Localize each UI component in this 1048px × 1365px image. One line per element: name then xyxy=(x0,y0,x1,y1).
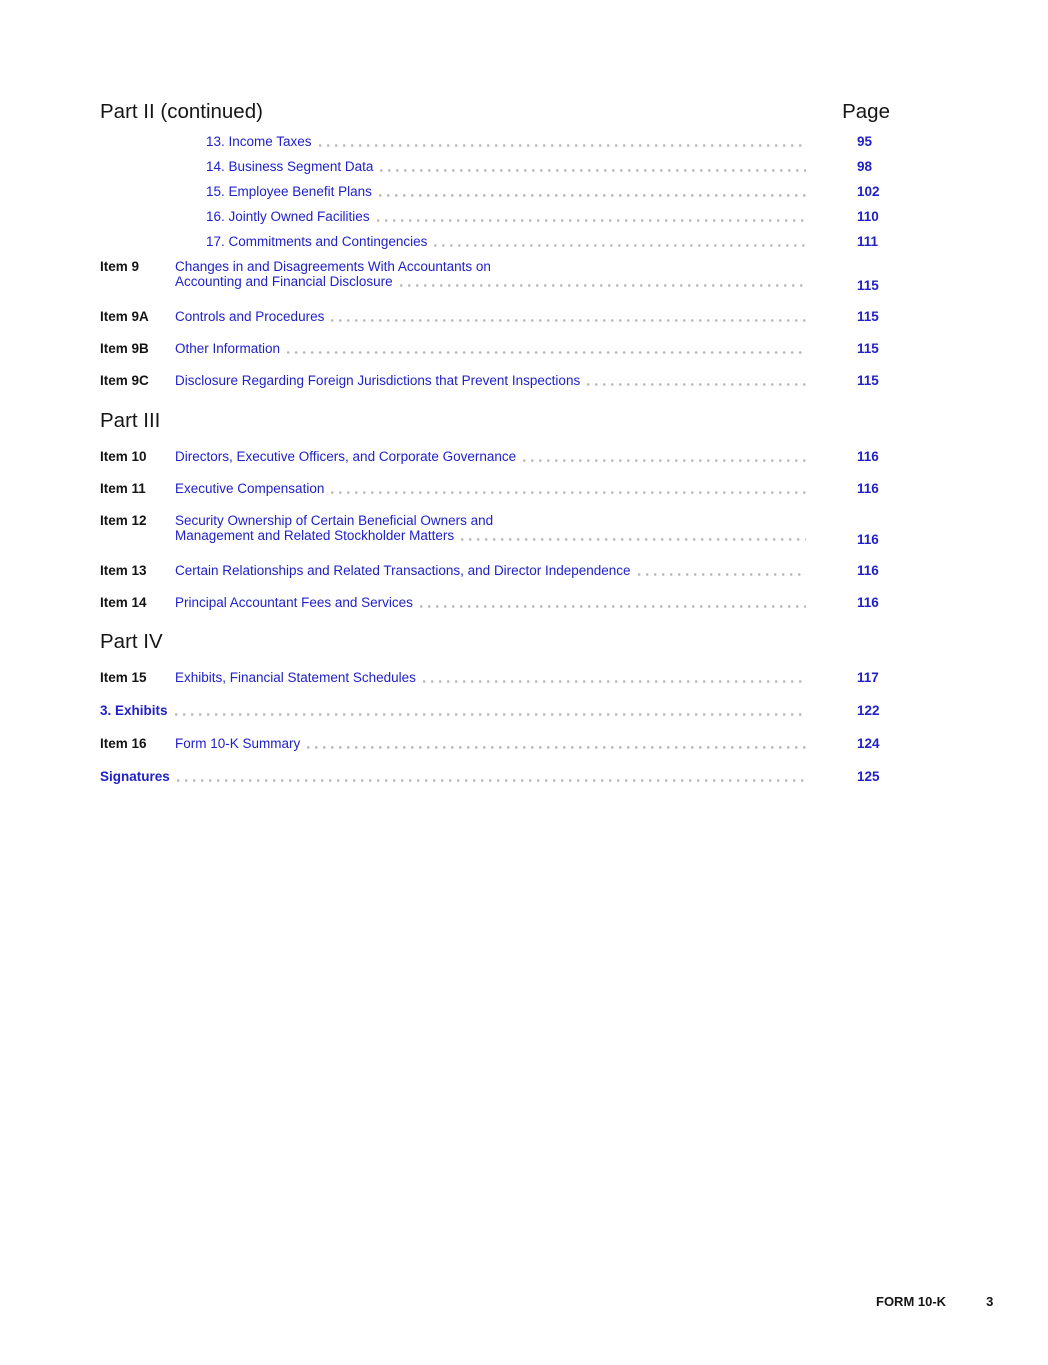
dot-leader xyxy=(587,383,806,386)
toc-row-item-9a xyxy=(100,309,890,324)
toc-entry-title[interactable]: Directors, Executive Officers, and Corporate Governance xyxy=(175,449,517,464)
dot-leader xyxy=(319,144,806,147)
toc-entry-title[interactable]: Form 10-K Summary xyxy=(175,736,301,751)
toc-entry-title-line1[interactable]: Security Ownership of Certain Beneficial Owners and xyxy=(175,513,494,528)
toc-entry-page[interactable]: 110 xyxy=(857,209,879,224)
dot-leader xyxy=(307,746,806,749)
dot-leader xyxy=(331,319,806,322)
dot-leader xyxy=(177,779,806,782)
item-label: Item 9C xyxy=(100,373,149,388)
toc-entry-title[interactable]: 17. Commitments and Contingencies xyxy=(206,234,428,249)
toc-entry-page[interactable]: 102 xyxy=(857,184,880,199)
page-footer xyxy=(876,1294,993,1309)
toc-entry-title-line1[interactable]: Changes in and Disagreements With Accountants on xyxy=(175,259,491,274)
toc-entry-page[interactable]: 115 xyxy=(857,341,879,356)
toc-entry-page[interactable]: 98 xyxy=(857,159,873,174)
dot-leader xyxy=(380,169,806,172)
toc-row-note-15 xyxy=(206,184,890,199)
toc-entry-title[interactable]: Principal Accountant Fees and Services xyxy=(175,595,413,610)
dot-leader xyxy=(331,491,806,494)
dot-leader xyxy=(461,538,806,541)
toc-row-item-16 xyxy=(100,736,890,751)
toc-entry-page[interactable]: 116 xyxy=(857,563,879,578)
toc-row-item-13 xyxy=(100,563,890,578)
toc-entry-title[interactable]: Exhibits, Financial Statement Schedules xyxy=(175,670,416,685)
toc-entry-title[interactable]: Controls and Procedures xyxy=(175,309,325,324)
toc-entry-page[interactable]: 115 xyxy=(857,309,879,324)
toc-entry-title[interactable]: Executive Compensation xyxy=(175,481,325,496)
toc-entry-title[interactable]: 16. Jointly Owned Facilities xyxy=(206,209,370,224)
toc-entry-title[interactable]: 14. Business Segment Data xyxy=(206,159,374,174)
dot-leader xyxy=(420,605,806,608)
toc-row-item-9b xyxy=(100,341,890,356)
item-label: Item 16 xyxy=(100,736,147,751)
toc-row-note-14 xyxy=(206,159,890,174)
toc-entry-title[interactable]: Signatures xyxy=(100,769,170,784)
page-column-label: Page xyxy=(842,100,890,123)
dot-leader xyxy=(379,194,806,197)
dot-leader xyxy=(287,351,806,354)
item-label: Item 12 xyxy=(100,513,147,528)
toc-row-item-12 xyxy=(100,513,890,547)
item-label: Item 9B xyxy=(100,341,149,356)
dot-leader xyxy=(175,713,806,716)
part2-heading: Part II (continued) xyxy=(100,100,263,123)
part4-heading: Part IV xyxy=(100,630,163,653)
toc-entry-page[interactable]: 125 xyxy=(857,769,880,784)
toc-entry-page[interactable]: 115 xyxy=(857,373,879,388)
toc-entry-page[interactable]: 117 xyxy=(857,670,879,685)
part4-heading-wrap xyxy=(100,630,890,654)
toc-entry-title[interactable]: 13. Income Taxes xyxy=(206,134,312,149)
toc-row-item-9c xyxy=(100,373,890,388)
footer-form-label: FORM 10-K xyxy=(876,1294,947,1309)
toc-entry-page[interactable]: 111 xyxy=(857,234,879,249)
item-label: Item 11 xyxy=(100,481,146,496)
toc-header xyxy=(100,100,890,124)
toc-entry-title-line2[interactable]: Management and Related Stockholder Matters xyxy=(175,528,455,543)
toc-entry-page[interactable]: 116 xyxy=(857,532,879,547)
footer-page-number: 3 xyxy=(986,1294,994,1309)
item-label: Item 13 xyxy=(100,563,147,578)
toc-entry xyxy=(175,513,812,543)
toc-entry-page[interactable]: 95 xyxy=(857,134,873,149)
toc-entry-title[interactable]: 15. Employee Benefit Plans xyxy=(206,184,372,199)
toc-row-note-13 xyxy=(206,134,890,149)
toc-entry-title[interactable]: Certain Relationships and Related Transactions, and Director Independence xyxy=(175,563,631,578)
toc-entry-title-line2[interactable]: Accounting and Financial Disclosure xyxy=(175,274,393,289)
dot-leader xyxy=(377,219,806,222)
part3-heading-wrap xyxy=(100,409,890,433)
toc-entry xyxy=(175,259,812,289)
toc-row-item-15 xyxy=(100,670,890,685)
toc-row-signatures xyxy=(100,769,890,784)
toc-row-item-9 xyxy=(100,259,890,293)
toc-entry-page[interactable]: 124 xyxy=(857,736,880,751)
toc-row-item-14 xyxy=(100,595,890,610)
toc-page xyxy=(100,100,890,802)
dot-leader xyxy=(400,284,806,287)
dot-leader xyxy=(523,459,806,462)
toc-entry-page[interactable]: 116 xyxy=(857,449,879,464)
toc-entry-page[interactable]: 122 xyxy=(857,703,880,718)
item-label: Item 14 xyxy=(100,595,147,610)
toc-entry-title[interactable]: 3. Exhibits xyxy=(100,703,168,718)
item-label: Item 9 xyxy=(100,259,140,274)
toc-entry-page[interactable]: 116 xyxy=(857,481,879,496)
dot-leader xyxy=(638,573,806,576)
toc-row-note-16 xyxy=(206,209,890,224)
toc-entry-title[interactable]: Disclosure Regarding Foreign Jurisdictions that Prevent Inspections xyxy=(175,373,581,388)
toc-row-item-11 xyxy=(100,481,890,496)
toc-row-item-10 xyxy=(100,449,890,464)
item-label: Item 9A xyxy=(100,309,149,324)
dot-leader xyxy=(434,244,806,247)
item-label: Item 10 xyxy=(100,449,147,464)
dot-leader xyxy=(423,680,806,683)
toc-entry-page[interactable]: 116 xyxy=(857,595,879,610)
toc-row-note-17 xyxy=(206,234,890,249)
toc-row-exhibits xyxy=(100,703,890,718)
toc-entry-title[interactable]: Other Information xyxy=(175,341,281,356)
toc-entry-page[interactable]: 115 xyxy=(857,278,879,293)
item-label: Item 15 xyxy=(100,670,147,685)
part3-heading: Part III xyxy=(100,409,161,432)
